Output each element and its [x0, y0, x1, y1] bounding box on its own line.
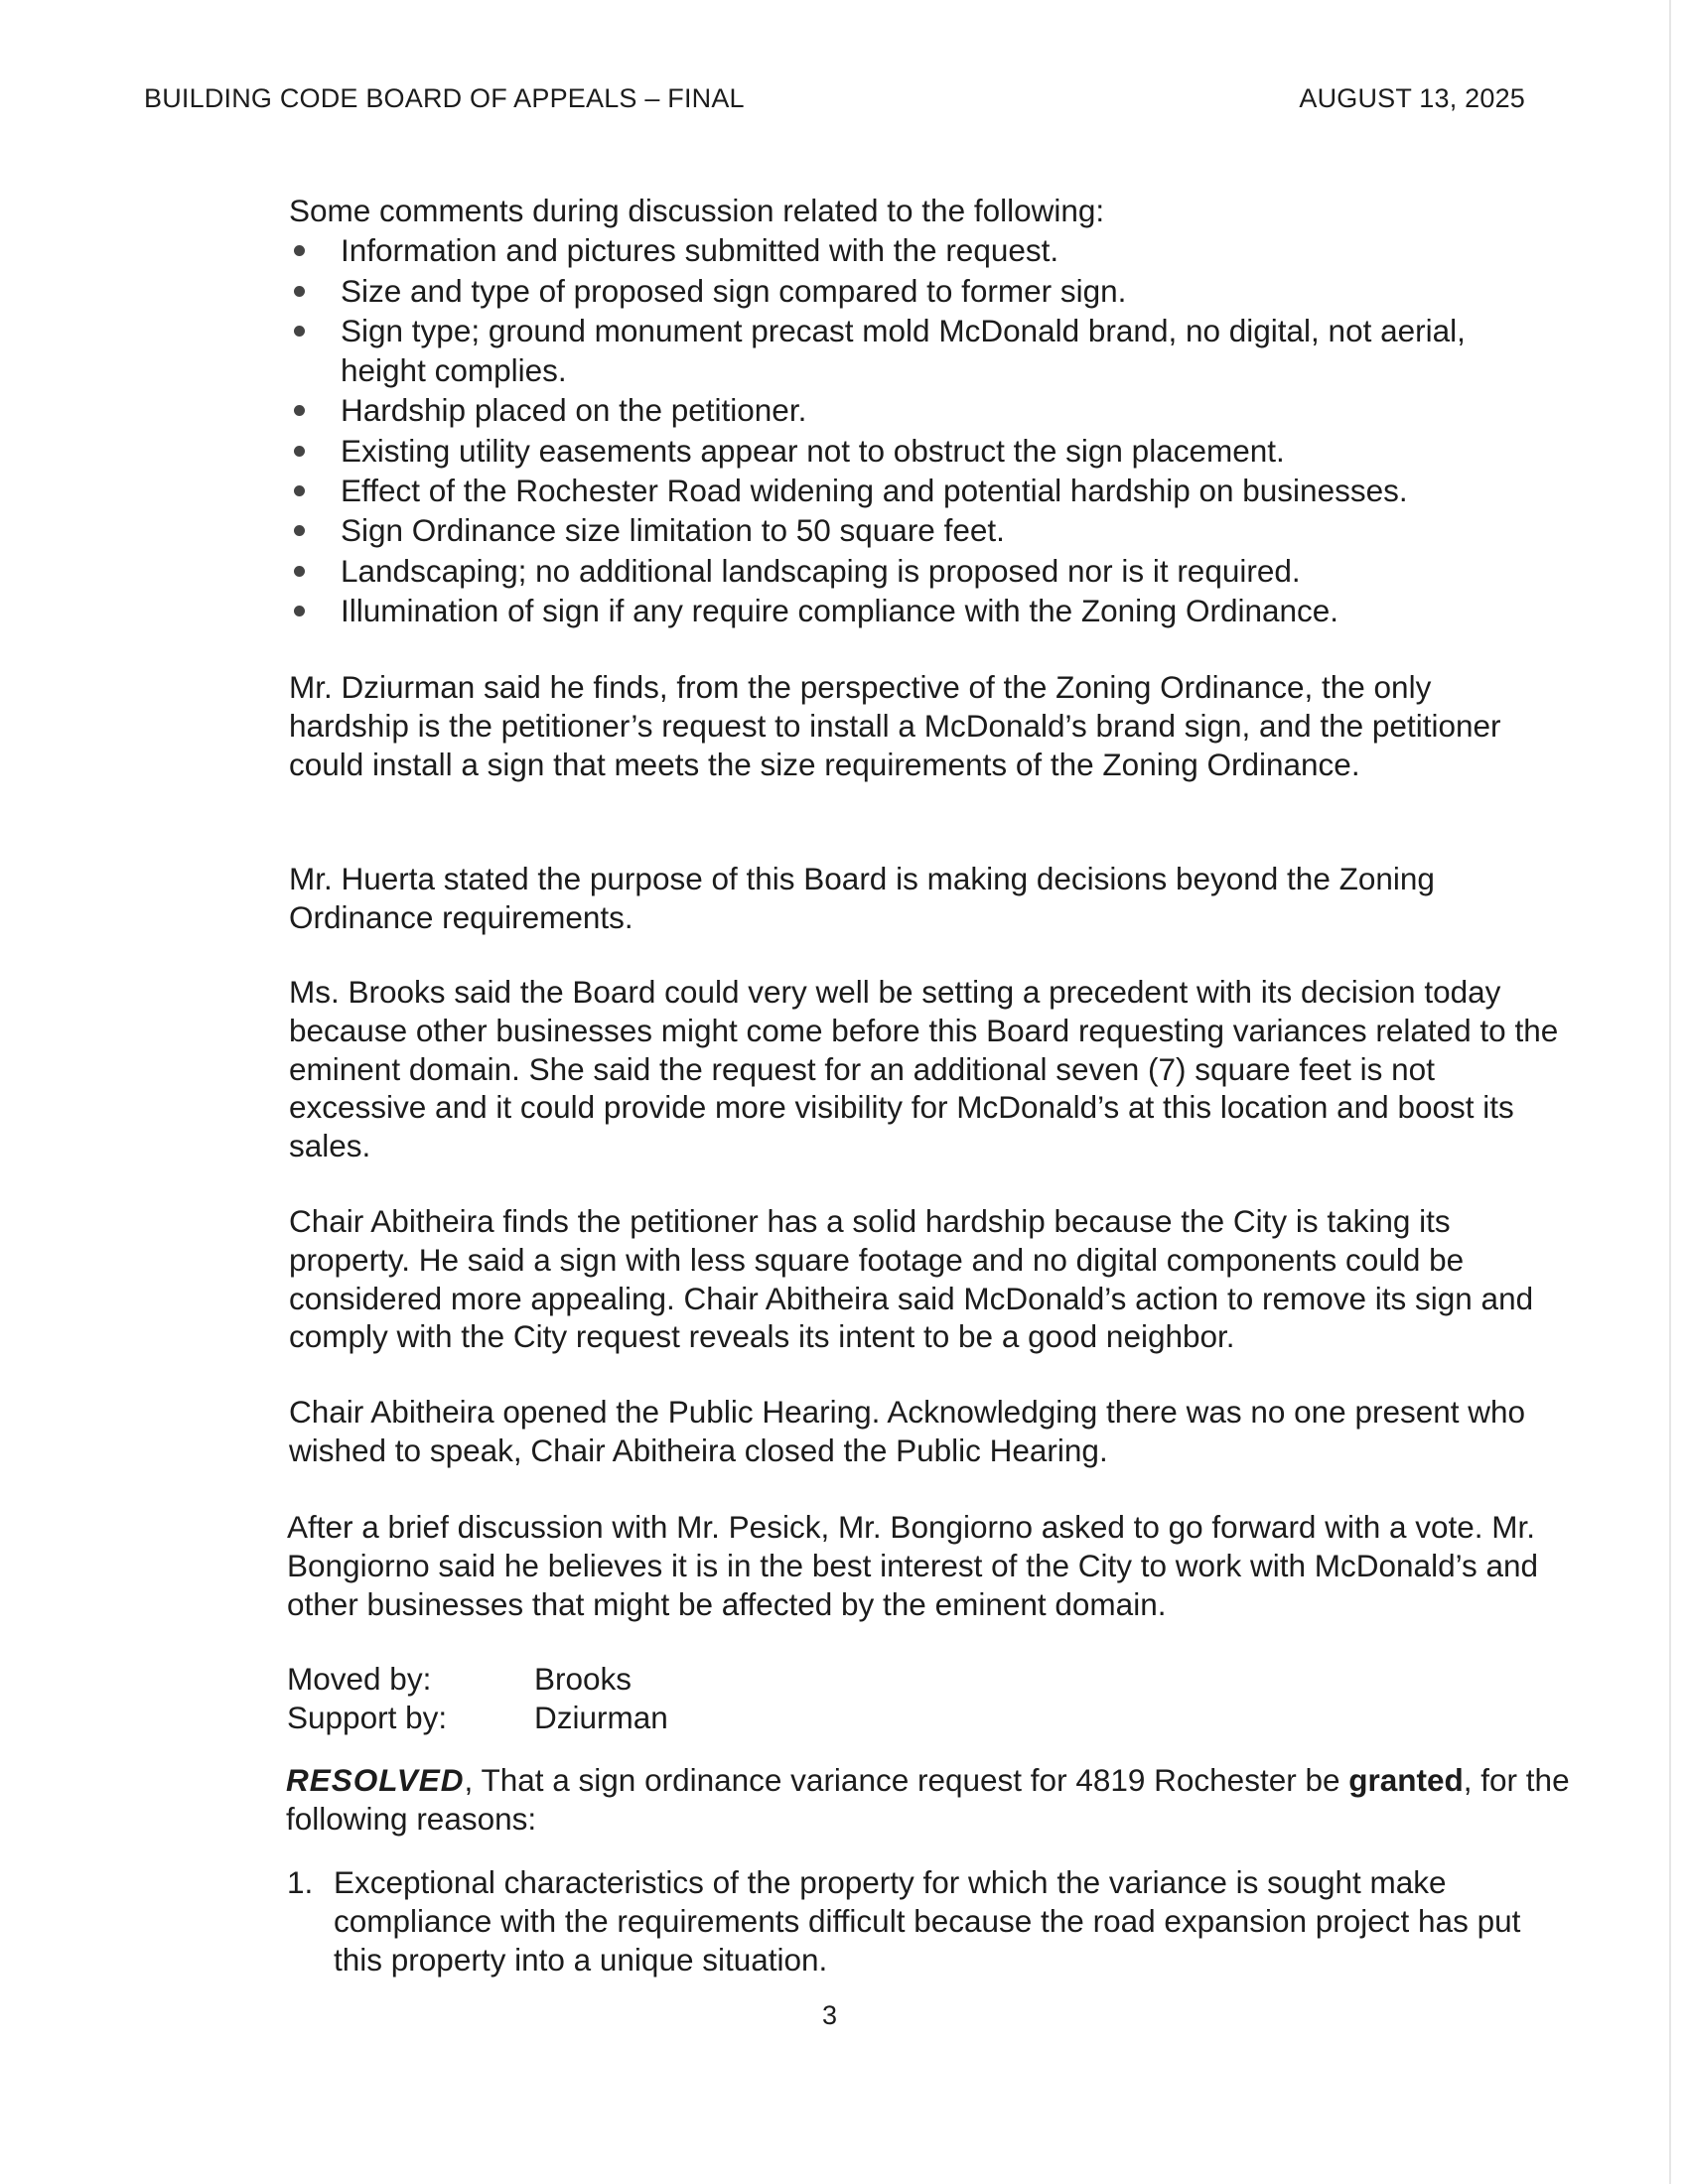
bullet-item: Existing utility easements appear not to obstruct the sign placement.	[289, 431, 1570, 471]
bullet-item: Sign Ordinance size limitation to 50 square feet.	[289, 510, 1570, 550]
support-by-value: Dziurman	[534, 1699, 668, 1735]
reason-text: Exceptional characteristics of the property for which the variance is sought make compliance with the requirements difficult because the road expansion project has put this property into a unique situation.	[334, 1864, 1521, 1978]
discussion-section	[289, 191, 1570, 630]
resolution-block	[286, 1761, 1577, 1839]
bullet-item: Sign type; ground monument precast mold McDonald brand, no digital, not aerial, height complies.	[289, 311, 1570, 391]
bullet-icon	[294, 606, 305, 616]
bullet-item: Information and pictures submitted with the request.	[289, 230, 1570, 270]
resolution-decision: granted	[1348, 1762, 1464, 1798]
bullet-icon	[294, 566, 305, 577]
reason-item	[287, 1863, 1558, 1979]
bullet-item: Landscaping; no additional landscaping is proposed nor is it required.	[289, 551, 1570, 591]
support-by-label: Support by:	[287, 1699, 448, 1735]
document-header-title: BUILDING CODE BOARD OF APPEALS – FINAL	[144, 83, 745, 113]
bullet-item: Illumination of sign if any require compliance with the Zoning Ordinance.	[289, 591, 1570, 630]
reasons-list	[287, 1863, 1558, 1979]
paragraph-brooks: Ms. Brooks said the Board could very well be setting a precedent with its decision today because other businesses might come before this Board requesting variances related to the eminent domain. She said the request for an additional seven (7) square feet is not excessive and it could provide more visibility for McDonald’s at this location and boost its sales.	[289, 974, 1559, 1164]
resolved-keyword: RESOLVED	[286, 1762, 465, 1798]
bullet-icon	[294, 446, 305, 457]
page-number: 3	[822, 2000, 838, 2030]
bullet-icon	[294, 245, 305, 256]
bullet-item: Hardship placed on the petitioner.	[289, 390, 1570, 430]
paragraph-huerta: Mr. Huerta stated the purpose of this Board is making decisions beyond the Zoning Ordinance requirements.	[289, 861, 1435, 935]
bullet-icon	[294, 405, 305, 416]
bullet-item: Size and type of proposed sign compared to former sign.	[289, 271, 1570, 311]
document-header-date: AUGUST 13, 2025	[1299, 83, 1525, 113]
reason-number: 1.	[287, 1864, 314, 1900]
paragraph-dziurman: Mr. Dziurman said he finds, from the perspective of the Zoning Ordinance, the only hardship is the petitioner’s request to install a McDonald’s brand sign, and the petitioner could install a sign that meets the size requirements of the Zoning Ordinance.	[289, 669, 1501, 782]
discussion-bullet-list	[289, 230, 1570, 630]
paragraph-chair: Chair Abitheira finds the petitioner has a solid hardship because the City is taking its property. He said a sign with less square footage and no digital components could be considered more appealing. Chair Abitheira said McDonald’s action to remove its sign and comply with the City request reveals its intent to be a good neighbor.	[289, 1203, 1534, 1355]
discussion-intro: Some comments during discussion related to the following:	[289, 193, 1105, 228]
paragraph-bongiorno: After a brief discussion with Mr. Pesick, Mr. Bongiorno asked to go forward with a vote. Mr. Bongiorno said he believes it is in the best interest of the City to work with McDonald’s and other businesses that might be affected by the eminent domain.	[287, 1509, 1539, 1622]
paragraph-public-hearing: Chair Abitheira opened the Public Hearing. Acknowledging there was no one present who wished to speak, Chair Abitheira closed the Public Hearing.	[289, 1394, 1526, 1468]
bullet-icon	[294, 326, 305, 337]
bullet-icon	[294, 525, 305, 536]
bullet-icon	[294, 286, 305, 297]
bullet-icon	[294, 485, 305, 496]
moved-by-label: Moved by:	[287, 1661, 432, 1697]
scan-edge-line	[1669, 0, 1671, 2184]
motion-block	[287, 1660, 1568, 1737]
bullet-item: Effect of the Rochester Road widening and potential hardship on businesses.	[289, 471, 1570, 510]
moved-by-value: Brooks	[534, 1661, 633, 1697]
resolution-statement: RESOLVED, That a sign ordinance variance request for 4819 Rochester be granted, for the following reasons:	[286, 1762, 1570, 1837]
